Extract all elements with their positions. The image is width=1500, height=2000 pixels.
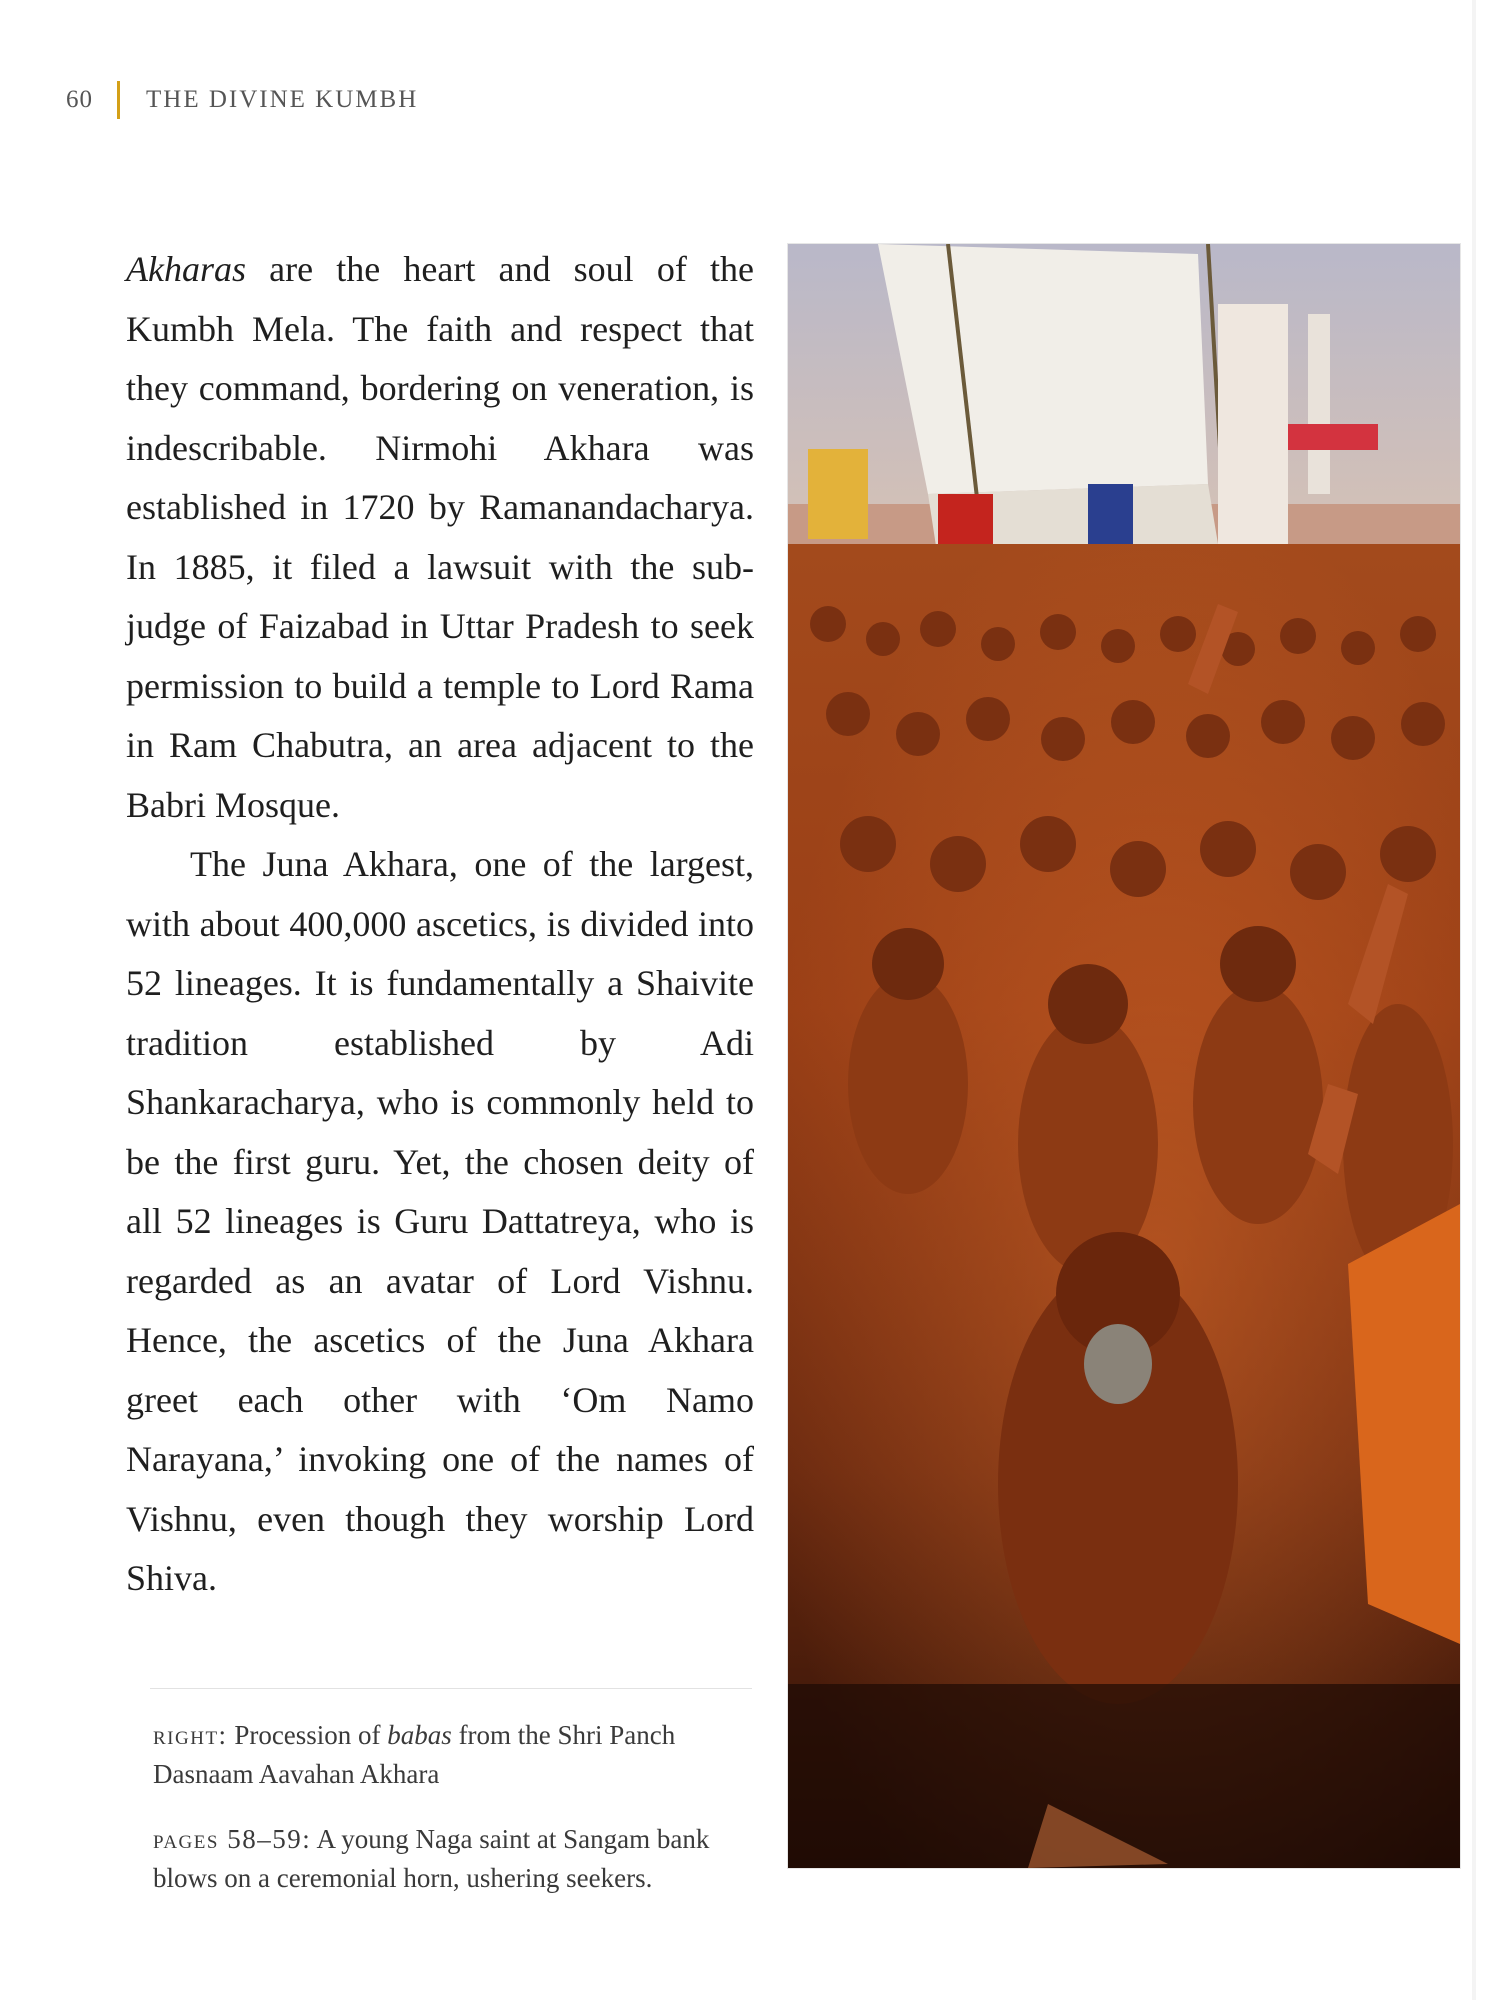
caption-right-label: right: xyxy=(153,1720,228,1750)
body-paragraph-1 xyxy=(126,240,754,835)
header-divider xyxy=(117,81,120,119)
caption-divider xyxy=(150,1688,752,1689)
caption-right xyxy=(153,1716,773,1794)
captions xyxy=(153,1716,773,1924)
body-text-column xyxy=(126,240,754,1609)
caption-right-text-after: from the Shri Panch Dasnaam Aavahan Akhara xyxy=(153,1720,676,1789)
procession-photo-illustration xyxy=(788,244,1460,1868)
caption-pages-label: pages 58–59: xyxy=(153,1824,312,1854)
caption-pages-text: A young Naga saint at Sangam bank blows on a ceremonial horn, ushering seekers. xyxy=(153,1824,710,1893)
caption-right-text-before: Procession of xyxy=(227,1720,388,1750)
body-paragraph-2: The Juna Akhara, one of the largest, with about 400,000 ascetics, is divided into 52 lineages. It is fundamentally a Shaivite tradition established by Adi Shankaracharya, who is commonly held to be the first guru. Yet, the chosen deity of all 52 lineages is Guru Dattatreya, who is regarded as an avatar of Lord Vishnu. Hence, the ascetics of the Juna Akhara greet each other with ‘Om Namo Narayana,’ invoking one of the names of Vishnu, even though they worship Lord Shiva. xyxy=(126,844,754,1598)
paragraph-1-italic-lead: Akharas xyxy=(126,249,246,289)
running-header xyxy=(66,78,418,122)
book-title: THE DIVINE KUMBH xyxy=(146,86,419,113)
paragraph-1-text: are the heart and soul of the Kumbh Mela. The faith and respect that they command, bordering on veneration, is indescribable. Nirmohi Akhara was established in 1720 by Ramanandacharya. In 1885, it filed a lawsuit with the sub-judge of Faizabad in Uttar Pradesh to seek permission to build a temple to Lord Rama in Ram Chabutra, an area adjacent to the Babri Mosque. xyxy=(126,249,754,825)
page-number: 60 xyxy=(66,86,93,113)
procession-photo xyxy=(788,244,1460,1868)
caption-pages xyxy=(153,1820,773,1898)
page-edge xyxy=(1472,0,1476,2000)
caption-right-italic: babas xyxy=(387,1720,452,1750)
